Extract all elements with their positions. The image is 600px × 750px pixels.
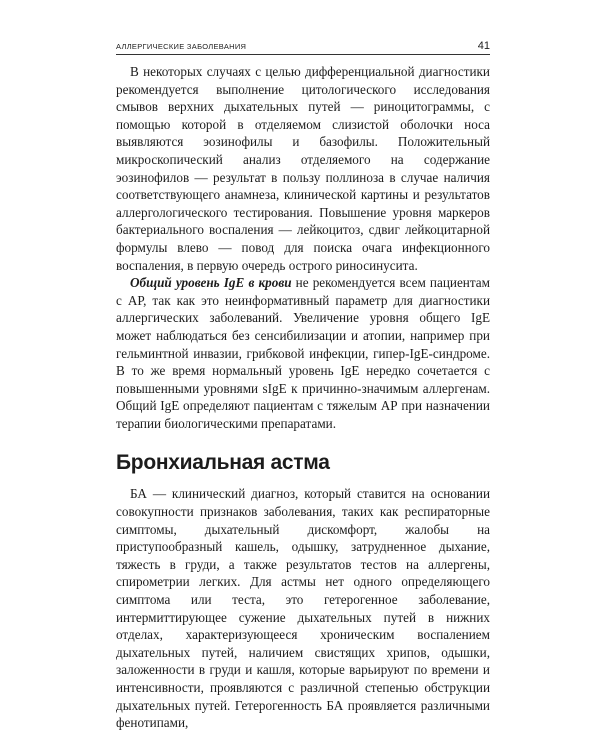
run-in-heading-ige: Общий уровень IgE в крови (130, 275, 292, 291)
book-page (116, 40, 490, 732)
paragraph-cytology: В некоторых случаях с целью дифференциальной диагностики рекомендуется выполнение цитологического исследования смывов верхних дыхательных путей — риноцитограммы, с помощью которой в отделяемом слизистой оболочки носа выявляются эозинофилы и базофилы. Положительный микроскопический анализ отделяемого на содержание эозинофилов — результат в пользу поллиноза в случае наличия соответствующего анамнеза, клинической картины и результатов аллергологического тестирования. Повышение уровня маркеров бактериального воспаления — лейкоцитоз, сдвиг лейкоцитарной формулы влево — повод для поиска очага инфекционного воспаления, в первую очередь острого риносинусита. (116, 64, 490, 273)
section-heading-asthma: Бронхиальная астма (116, 451, 330, 475)
page-header (116, 40, 490, 55)
paragraph-asthma: БА — клинический диагноз, который ставится на основании совокупности признаков заболевания, таких как респираторные симптомы, дыхательный дискомфорт, жалобы на приступообразный кашель, одышку, затрудненное дыхание, тяжесть в груди, а также результатов тестов на аллергены, спирометрии легких. Для астмы нет одного определяющего симптома или теста, это гетерогенное заболевание, интермиттирующее сужение дыхательных путей в нижних отделах, характеризующееся хроническим воспалением дыхательных путей, наличием свистящих хрипов, одышки, заложенности в груди и кашля, которые варьируют по времени и интенсивности, проявляются с различной степенью обструкции дыхательных путей. Гетерогенность БА проявляется различными фенотипами, (116, 486, 490, 731)
running-head: АЛЛЕРГИЧЕСКИЕ ЗАБОЛЕВАНИЯ (116, 42, 247, 51)
page-number: 41 (477, 40, 490, 52)
paragraph-ige-text: не рекомендуется всем пациентам с АР, так как это неинформативный параметр для диагностики аллергических заболеваний. Увеличение уровня общего IgE может наблюдаться без сенсибилизации и атопии, например при гельминтной инвазии, грибковой инфекции, гипер-IgE-синдроме. В то же время нормальный уровень IgE нередко сочетается с повышенными уровнями sIgE к причинно-значимым аллергенам. Общий IgE определяют пациентам с тяжелым АР при назначении терапии биологическими препаратами. (116, 275, 490, 431)
paragraph-ige (116, 274, 490, 432)
